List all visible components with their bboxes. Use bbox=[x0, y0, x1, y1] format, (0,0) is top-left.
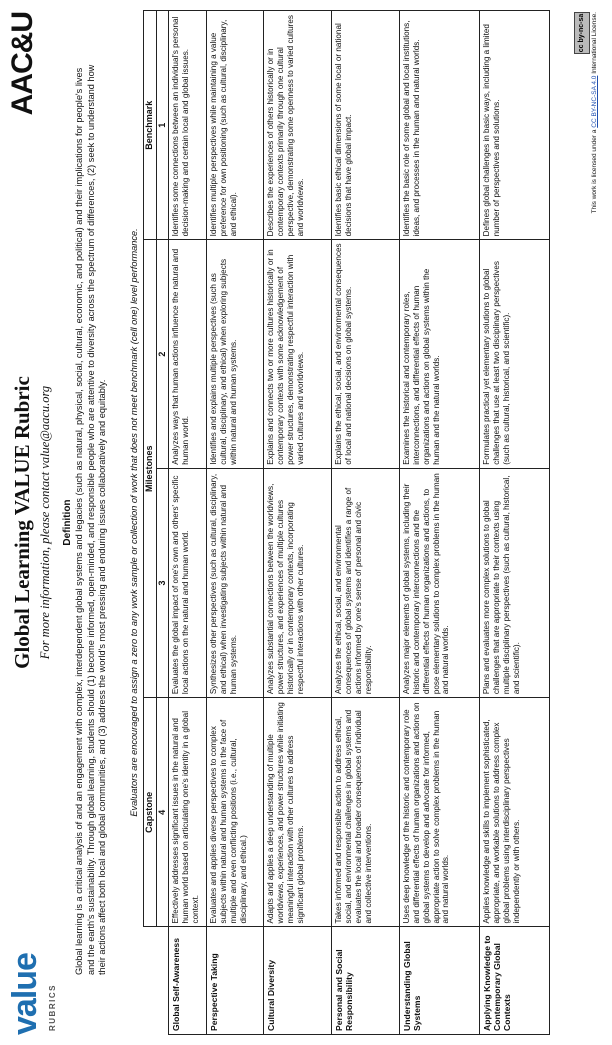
evaluator-note: Evaluators are encouraged to assign a zero to any work sample or collection of work that does not meet benchmark (cell one) level performance. bbox=[129, 228, 139, 817]
rubric-cell: Identifies multiple perspectives while maintaining a value preference for own positioning (such as cultural, disciplinary, and ethical). bbox=[207, 11, 264, 240]
rubric-cell: Identifies basic ethical dimensions of some local or national decisions that have global impact. bbox=[332, 11, 400, 240]
value-logo: value bbox=[6, 953, 44, 1035]
header-blank-cell bbox=[144, 927, 169, 1035]
rubric-cell: Identifies and explains multiple perspectives (such as cultural, disciplinary, and ethical) when exploring subjects within natural and human systems. bbox=[207, 240, 264, 468]
license-notice bbox=[591, 12, 598, 213]
level-3: 3 bbox=[156, 468, 169, 697]
rubric-cell: Identifies some connections between an individual's personal decision-making and certain local and global issues. bbox=[169, 11, 207, 240]
level-2: 2 bbox=[156, 240, 169, 468]
rubric-cell: Evaluates the global impact of one's own and others' specific local actions on the natural and human world. bbox=[169, 468, 207, 697]
criterion-label: Perspective Taking bbox=[207, 927, 264, 1035]
aacu-logo: AAC&U bbox=[6, 12, 39, 116]
cc-license-badge: cc by-nc-sa bbox=[574, 12, 590, 54]
rubric-cell: Takes informed and responsible action to address ethical, social, and environmental challenges in global systems and evaluates the local and broader consequences of individual and collective interventions. bbox=[332, 698, 400, 927]
table-row bbox=[480, 11, 550, 1035]
rubric-cell: Defines global challenges in basic ways, including a limited number of perspectives and solutions. bbox=[480, 11, 550, 240]
rubric-cell: Analyzes major elements of global systems, including their historic and contemporary interconnections and the differential effects of human organizations and actions, to pose elementary solutions to complex problems in the human and natural worlds. bbox=[400, 468, 480, 697]
level-1: 1 bbox=[156, 11, 169, 240]
table-row bbox=[400, 11, 480, 1035]
rubric-cell: Plans and evaluates more complex solutions to global challenges that are appropriate to their contexts using multiple disciplinary perspectives (such as cultural, historical, and scientific). bbox=[480, 468, 550, 697]
criterion-label: Understanding Global Systems bbox=[400, 927, 480, 1035]
level-4: 4 bbox=[156, 698, 169, 927]
rubric-cell: Analyzes substantial connections between the worldviews, power structures, and experiences of multiple cultures historically or in contemporary contexts, incorporating respectful interactions with other cultures. bbox=[264, 468, 332, 697]
rubric-cell: Adapts and applies a deep understanding of multiple worldviews, experiences, and power structures while initiating meaningful interaction with other cultures to address significant global problems. bbox=[264, 698, 332, 927]
rubric-cell: Effectively addresses significant issues in the natural and human world based on articulating one's identity in a global context. bbox=[169, 698, 207, 927]
rubric-cell: Synthesizes other perspectives (such as cultural, disciplinary, and ethical) when investigating subjects within natural and human systems. bbox=[207, 468, 264, 697]
header-row-groups bbox=[144, 11, 157, 1035]
header-row-levels bbox=[156, 11, 169, 1035]
rubric-cell: Uses deep knowledge of the historic and contemporary role and differential effects of human organizations and actions on global systems to develop and advocate for informed, appropriate action to solve complex problems in the human and natural worlds. bbox=[400, 698, 480, 927]
table-row bbox=[169, 11, 207, 1035]
page-subtitle: For more information, please contact value@aacu.org bbox=[38, 385, 52, 660]
license-link[interactable]: CC BY-NC-SA 4.0 bbox=[591, 75, 598, 128]
criterion-label: Applying Knowledge to Contemporary Global Contexts bbox=[480, 927, 550, 1035]
license-prefix: This work is licensed under a bbox=[591, 127, 598, 214]
header-milestones: Milestones bbox=[144, 240, 157, 698]
header-capstone: Capstone bbox=[144, 698, 157, 927]
value-logo-subtitle: RUBRICS bbox=[48, 984, 57, 1031]
definition-text: Global learning is a critical analysis of and an engagement with complex, interdependent global systems and legacies (such as natural, physical, social, cultural, economic, and political) and their implications for people's lives and the earth's sustainability. Through global learning, students should (1) become informed, open-minded, and responsible people who are attentive to diversity across the spectrum of differences, (2) seek to understand how their actions affect both local and global communities, and (3) address the world's most pressing and enduring issues collaboratively and equitably. bbox=[74, 64, 107, 975]
rubric-cell: Explains and connects two or more cultures historically or in contemporary contexts with some acknowledgement of power structures, demonstrating respectful interaction with varied cultures and worldviews. bbox=[264, 240, 332, 468]
criterion-label: Global Self-Awareness bbox=[169, 927, 207, 1035]
table-row bbox=[332, 11, 400, 1035]
rubric-cell: Identifies the basic role of some global and local institutions, ideas, and processes in the human and natural worlds. bbox=[400, 11, 480, 240]
header-benchmark: Benchmark bbox=[144, 11, 157, 240]
rubric-cell: Analyzes ways that human actions influence the natural and human world. bbox=[169, 240, 207, 468]
rubric-cell: Formulates practical yet elementary solutions to global challenges that use at least two disciplinary perspectives (such as cultural, historical, and scientific). bbox=[480, 240, 550, 468]
rubric-cell: Applies knowledge and skills to implement sophisticated, appropriate, and workable solutions to address complex global problems using interdisciplinary perspectives independently or with others. bbox=[480, 698, 550, 927]
table-row bbox=[207, 11, 264, 1035]
rubric-cell: Describes the experiences of others historically or in contemporary contexts primarily through one cultural perspective, demonstrating some openness to varied cultures and worldviews. bbox=[264, 11, 332, 240]
criterion-label: Cultural Diversity bbox=[264, 927, 332, 1035]
table-row bbox=[264, 11, 332, 1035]
criterion-label: Personal and Social Responsibility bbox=[332, 927, 400, 1035]
rubric-cell: Examines the historical and contemporary roles, interconnections, and differential effects of human organizations and actions on global systems within the human and the natural worlds. bbox=[400, 240, 480, 468]
rubric-table bbox=[143, 10, 550, 1035]
license-suffix: International License. bbox=[591, 12, 598, 76]
rubric-cell: Analyzes the ethical, social, and environmental consequences of global systems and identifies a range of actions informed by one's sense of personal and civic responsibility. bbox=[332, 468, 400, 697]
rubric-cell: Evaluates and applies diverse perspectives to complex subjects within natural and human systems in the face of multiple and even conflicting positions (i.e., cultural, disciplinary, and ethical.) bbox=[207, 698, 264, 927]
rubric-cell: Explains the ethical, social, and environmental consequences of local and national decisions on global systems. bbox=[332, 240, 400, 468]
page-title: Global Learning VALUE Rubric bbox=[10, 376, 34, 669]
definition-heading: Definition bbox=[62, 499, 73, 546]
